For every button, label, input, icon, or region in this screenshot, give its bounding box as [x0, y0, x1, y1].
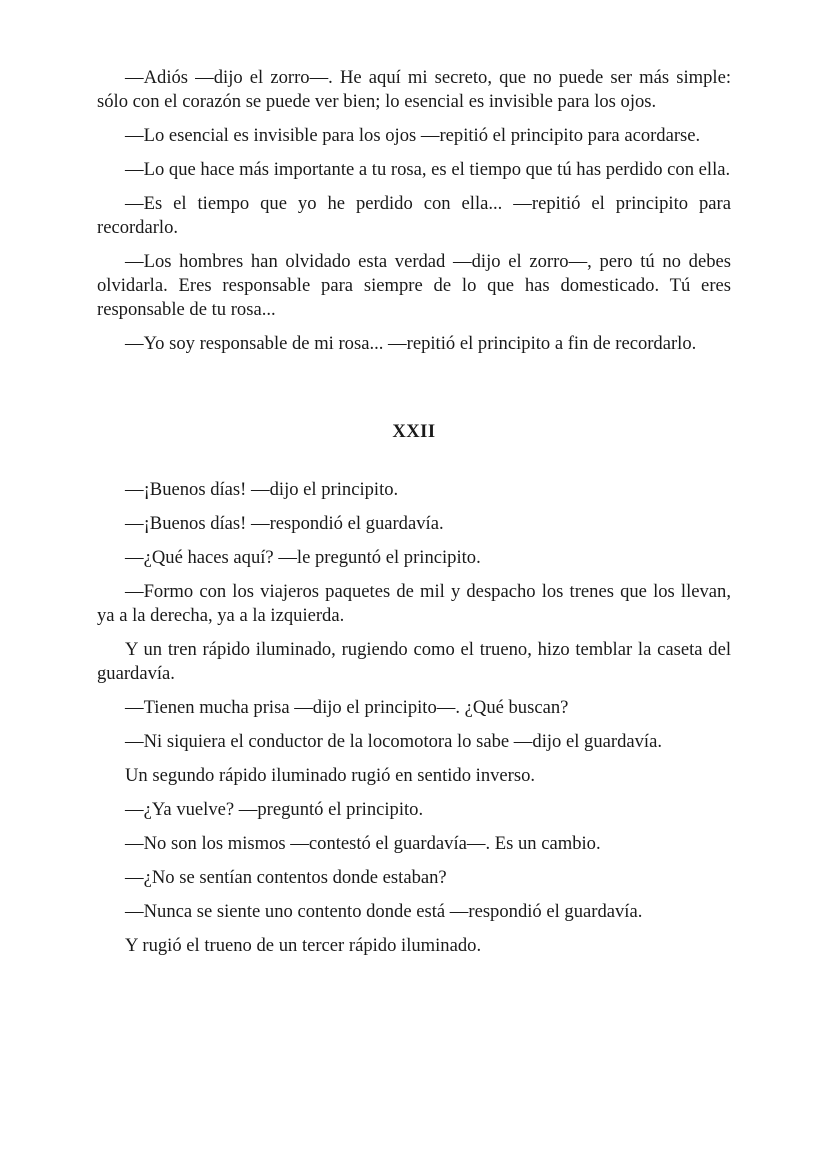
- paragraph: —No son los mismos —contestó el guardavía—. Es un cambio.: [125, 833, 601, 854]
- chapter-title: XXII: [392, 421, 436, 442]
- paragraph: Y rugió el trueno de un tercer rápido iluminado.: [125, 935, 482, 956]
- paragraph: —Yo soy responsable de mi rosa... —repitió el principito a fin de recordarlo.: [125, 333, 697, 354]
- paragraph: —¡Buenos días! —dijo el principito.: [125, 479, 399, 500]
- paragraph: —Los hombres han olvidado esta verdad —dijo el zorro—, pero tú no debes olvidarla. Eres responsable para siempre de lo que has domesticado. Tú eres responsable de tu rosa...: [97, 251, 731, 320]
- paragraph: —Adiós —dijo el zorro—. He aquí mi secreto, que no puede ser más simple: sólo con el corazón se puede ver bien; lo esencial es invisible para los ojos.: [97, 67, 731, 112]
- paragraph: —Lo que hace más importante a tu rosa, es el tiempo que tú has perdido con ella.: [125, 159, 731, 180]
- paragraph: —Formo con los viajeros paquetes de mil y despacho los trenes que los llevan, ya a la derecha, ya a la izquierda.: [97, 581, 731, 626]
- paragraph: —Ni siquiera el conductor de la locomotora lo sabe —dijo el guardavía.: [125, 731, 662, 752]
- paragraph: —Nunca se siente uno contento donde está —respondió el guardavía.: [125, 901, 643, 922]
- paragraph: —Es el tiempo que yo he perdido con ella... —repitió el principito para recordarlo.: [97, 193, 731, 238]
- paragraph: Un segundo rápido iluminado rugió en sentido inverso.: [125, 765, 536, 786]
- paragraph: —Tienen mucha prisa —dijo el principito—. ¿Qué buscan?: [125, 697, 569, 718]
- section-fox-dialogue: [97, 66, 731, 356]
- paragraph: —Lo esencial es invisible para los ojos —repitió el principito para acordarse.: [125, 125, 701, 146]
- paragraph: —¿Ya vuelve? —preguntó el principito.: [125, 799, 424, 820]
- paragraph: —¡Buenos días! —respondió el guardavía.: [125, 513, 444, 534]
- paragraph: Y un tren rápido iluminado, rugiendo como el trueno, hizo temblar la caseta del guardavía.: [97, 639, 731, 684]
- section-switchman-dialogue: [97, 478, 731, 958]
- book-page: [97, 66, 731, 968]
- paragraph: —¿No se sentían contentos donde estaban?: [125, 867, 447, 888]
- paragraph: —¿Qué haces aquí? —le preguntó el principito.: [125, 547, 481, 568]
